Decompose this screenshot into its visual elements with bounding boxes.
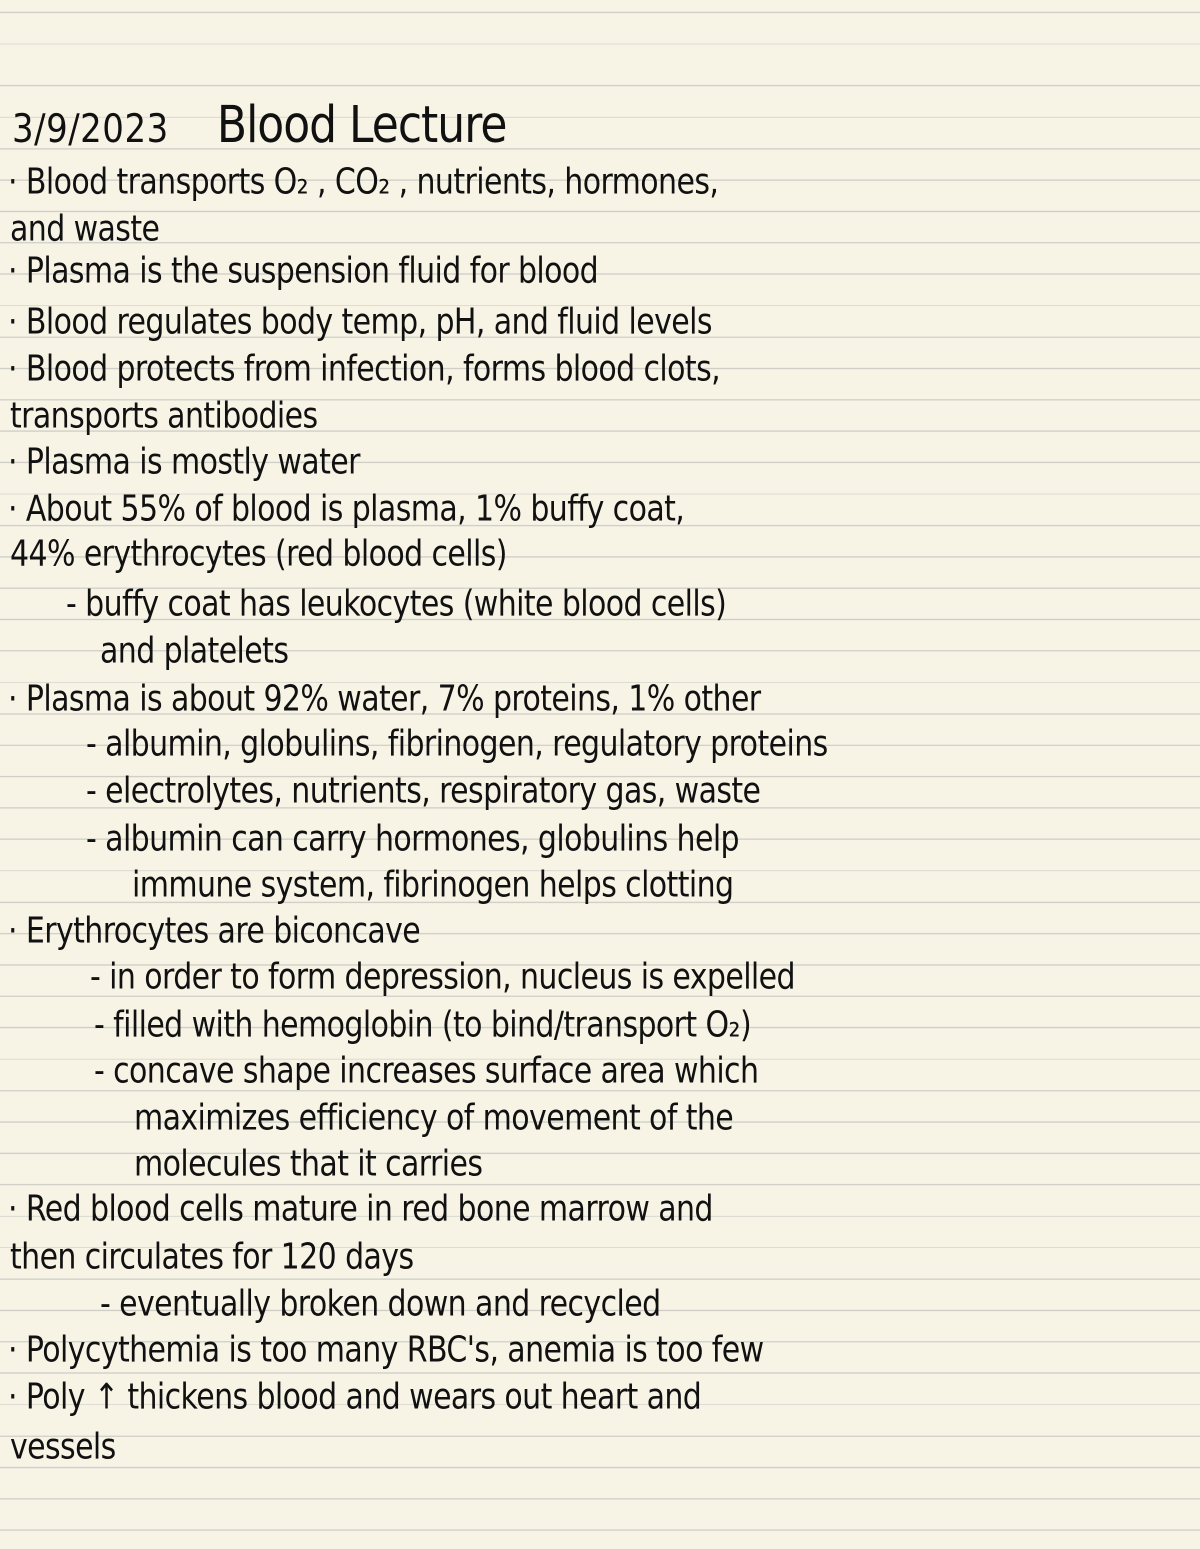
note-line: · Erythrocytes are biconcave [8, 910, 421, 953]
note-line: - electrolytes, nutrients, respiratory gas, waste [86, 770, 761, 813]
note-line: immune system, fibrinogen helps clotting [132, 864, 734, 907]
note-header [12, 96, 506, 155]
note-line: · Blood regulates body temp, pH, and fluid levels [8, 301, 712, 344]
note-line: maximizes efficiency of movement of the [134, 1097, 734, 1140]
note-line: transports antibodies [10, 395, 318, 438]
note-line: · Blood transports O₂ , CO₂ , nutrients, hormones, [8, 161, 719, 204]
note-line: · Red blood cells mature in red bone marrow and [8, 1188, 713, 1231]
note-line: · Polycythemia is too many RBC's, anemia is too few [8, 1329, 764, 1372]
note-date: 3/9/2023 [12, 106, 169, 153]
note-line: · About 55% of blood is plasma, 1% buffy coat, [8, 488, 685, 531]
note-line: then circulates for 120 days [10, 1236, 414, 1279]
note-line: - albumin, globulins, fibrinogen, regulatory proteins [86, 723, 828, 766]
note-line: 44% erythrocytes (red blood cells) [10, 533, 507, 576]
note-title: Blood Lecture [216, 96, 507, 155]
note-line: and platelets [100, 630, 289, 673]
note-line: · Plasma is mostly water [8, 441, 360, 484]
note-line: · Plasma is the suspension fluid for blood [8, 250, 599, 293]
note-line: and waste [10, 208, 160, 251]
note-line: - filled with hemoglobin (to bind/transport O₂) [94, 1004, 752, 1047]
note-line: · Poly ↑ thickens blood and wears out heart and [8, 1376, 702, 1419]
note-line: · Blood protects from infection, forms blood clots, [8, 348, 721, 391]
note-line: molecules that it carries [134, 1143, 483, 1186]
note-line: - in order to form depression, nucleus is expelled [90, 956, 795, 999]
note-line: - concave shape increases surface area which [94, 1050, 759, 1093]
note-line: vessels [10, 1426, 116, 1469]
note-line: - albumin can carry hormones, globulins help [86, 818, 739, 861]
note-line: · Plasma is about 92% water, 7% proteins, 1% other [8, 678, 761, 721]
note-line: - buffy coat has leukocytes (white blood cells) [66, 583, 727, 626]
note-line: - eventually broken down and recycled [100, 1283, 661, 1326]
